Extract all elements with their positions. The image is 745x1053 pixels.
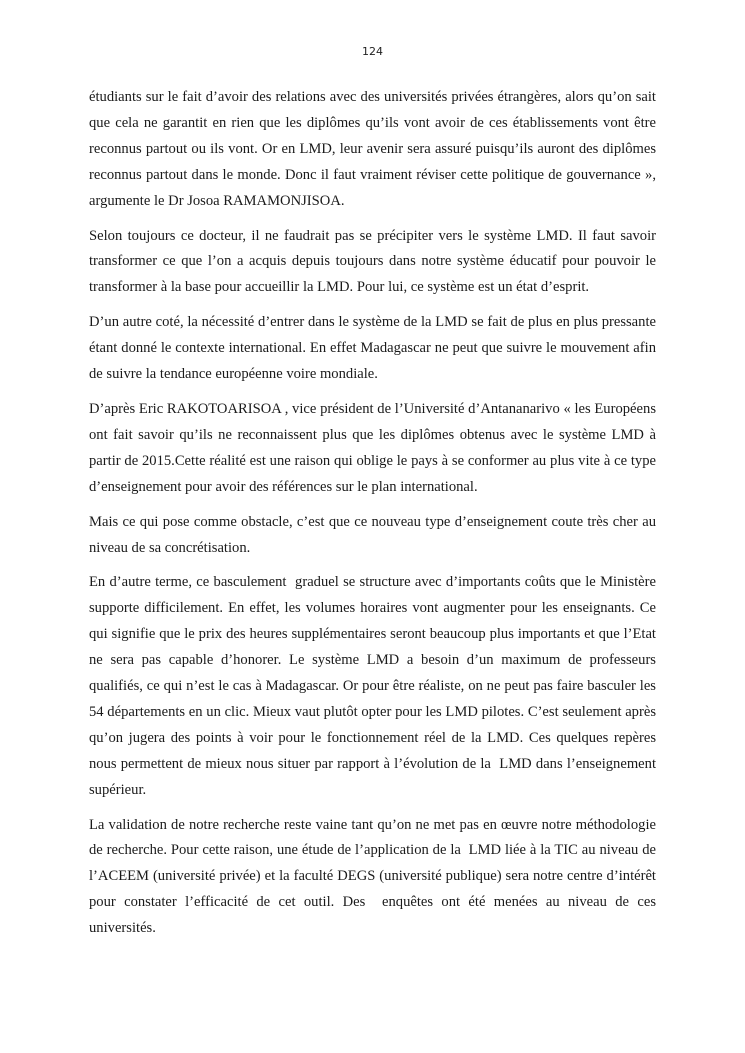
paragraph: D’après Eric RAKOTOARISOA , vice président de l’Université d’Antananarivo « les Européens ont fait savoir qu’ils ne reconnaissent plus que les diplômes obtenus avec le système LMD à partir de 2015.Cette réalité est une raison qui oblige le pays à se conformer au plus vite à ce type d’enseignement pour avoir des références sur le plan international. — [89, 400, 660, 495]
paragraph: D’un autre coté, la nécessité d’entrer dans le système de la LMD se fait de plus en plus pressante étant donné le contexte international. En effet Madagascar ne peut que suivre le mouvement afin de suivre la tendance européenne voire mondiale. — [89, 314, 660, 383]
body-text — [89, 85, 664, 951]
paragraph: La validation de notre recherche reste vaine tant qu’on ne met pas en œuvre notre méthodologie de recherche. Pour cette raison, une étude de l’application de la LMD liée à la TIC au niveau de l’ACEEM (université privée) et la faculté DEGS (université publique) sera notre centre d’intérêt pour constater l’efficacité de cet outil. Des enquêtes ont été menées au niveau de ces universités. — [89, 816, 660, 937]
paragraph: Mais ce qui pose comme obstacle, c’est que ce nouveau type d’enseignement coute très cher au niveau de sa concrétisation. — [89, 513, 660, 556]
paragraph: En d’autre terme, ce basculement graduel se structure avec d’importants coûts que le Ministère supporte difficilement. En effet, les volumes horaires vont augmenter pour les enseignants. Ce qui signifie que le prix des heures supplémentaires seront beaucoup plus importants et que l’Etat ne sera pas capable d’honorer. Le système LMD a besoin d’un maximum de professeurs qualifiés, ce qui n’est le cas à Madagascar. Or pour être réaliste, on ne peut pas faire basculer les 54 départements en un clic. Mieux vaut plutôt opter pour les LMD pilotes. C’est seulement après qu’on jugera des points à voir pour le fonctionnement réel de la LMD. Ces quelques repères nous permettent de mieux nous situer par rapport à l’évolution de la LMD dans l’enseignement supérieur. — [89, 574, 664, 798]
paragraph: Selon toujours ce docteur, il ne faudrait pas se précipiter vers le système LMD. Il faut savoir transformer ce que l’on a acquis depuis toujours dans notre système éducatif pour pouvoir le transformer à la base pour accueillir la LMD. Pour lui, ce système est un état d’esprit. — [89, 227, 660, 296]
paragraph: étudiants sur le fait d’avoir des relations avec des universités privées étrangères, alors qu’on sait que cela ne garantit en rien que les diplômes qu’ils vont avoir de ces établissements vont être reconnus partout ou ils vont. Or en LMD, leur avenir sera assuré puisqu’ils auront des diplômes reconnus partout dans le monde. Donc il faut vraiment réviser cette politique de gouvernance », argumente le Dr Josoa RAMAMONJISOA. — [89, 89, 660, 209]
page-number: 124 — [362, 45, 383, 58]
